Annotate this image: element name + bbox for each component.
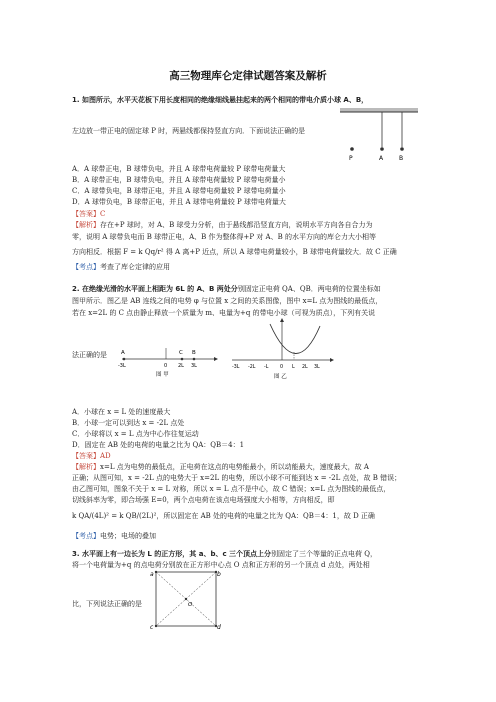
q1-option-b: B．A 球带正电，B 球带负电，并且 A 球带电荷量较 P 球带电荷量小: [72, 176, 286, 184]
q3-stem-line3: 比，下列说法正确的是: [72, 600, 142, 608]
tick-label: L: [292, 365, 295, 370]
ball-b: [400, 147, 404, 151]
q2-stem-line1: 2. 在绝缘光滑的水平面上相距为 6L 的 A、B 两处分别固定正电荷 QA、QB．两电荷的位置坐标如: [72, 285, 381, 293]
q2-analysis-line5: k QA/(4L)² = k QB/(2L)²，所以固定在 AB 处的电荷的电量之比为 QA：QB＝4：1，故 D 正确: [72, 512, 375, 520]
q2-stem-line4: 法正确的是: [72, 351, 107, 359]
ceiling: [340, 108, 418, 112]
label-c: C: [179, 350, 183, 356]
potential-curve: [270, 324, 320, 354]
q2-stem-line3: 若在 x=2L 的 C 点由静止释放一个质量为 m、电量为+q 的带电小球（可视为质点），下列有关说: [72, 309, 376, 317]
point-a: [123, 358, 126, 361]
q1-stem-line2: 左边放一带正电的固定球 P 时，两悬线都保持竖直方向．下面说法正确的是: [72, 127, 306, 135]
tick-label: -L: [264, 365, 269, 370]
label-a: A: [379, 155, 384, 162]
q2-analysis-line1: 【解析】x=L 点为电势的最低点，正电荷在这点的电势能最小，所以动能最大，速度最大，故 A: [72, 463, 369, 471]
q1-stem-line1: 1. 如图所示，水平天花板下用长度相同的绝缘细线悬挂起来的两个相同的带电介质小球 A、B，: [72, 96, 369, 104]
tick-label: -3L: [232, 365, 240, 370]
figure-caption: 图 乙: [274, 374, 287, 380]
q2-figure-right: [230, 318, 334, 380]
q3-square-figure: [150, 568, 222, 630]
arrow-icon: [214, 357, 218, 361]
tick-label: 2L: [178, 363, 184, 369]
q2-stem-line2: 图甲所示．图乙是 AB 连线之间的电势 φ 与位置 x 之间的关系图像，图中 x=L 点为图线的最低点，: [72, 297, 383, 305]
q1-option-a: A．A 球带正电，B 球带负电，并且 A 球带电荷量较 P 球带电荷量大: [72, 165, 286, 173]
label-b: b: [217, 571, 221, 578]
label-b: B: [399, 155, 404, 162]
q1-analysis-line1: 【解析】存在+P 球时，对 A、B 球受力分析，由于悬线都沿竖直方向，说明水平方向各自合力为: [72, 221, 373, 229]
q3-stem-line1: 3. 水平面上有一边长为 L 的正方形，其 a、b、c 三个顶点上分别固定了三个等量的正点电荷 Q，: [72, 550, 378, 558]
label-a: A: [121, 350, 125, 356]
point-b: [193, 358, 196, 361]
q2-figure-left: [118, 333, 218, 377]
tick-label: 3L: [314, 365, 320, 370]
q2-analysis-line4: 切线斜率为零，即合场强 E=0，两个点电荷在该点电场强度大小相等，方向相反，即: [72, 496, 335, 504]
page-title: 高三物理库仑定律试题答案及解析: [169, 70, 327, 82]
q2-point: 【考点】电势；电场的叠加: [72, 532, 156, 540]
tick-label: -3L: [118, 363, 126, 369]
label-d: d: [217, 624, 221, 630]
q1-analysis-line3: 方向相反．根据 F = k Qq/r² 得 A 离+P 近点，所以 A 球带电荷量较小，B 球带电荷量较大．故 C 正确: [72, 248, 397, 256]
tick-label: 3L: [191, 363, 197, 369]
q3-stem-line2: 将一个电荷量为+q 的点电荷分别放在正方形中心点 O 点和正方形的另一个顶点 d 点处，两处相: [72, 561, 370, 569]
tick-label: 2L: [302, 365, 308, 370]
label-b: B: [192, 350, 196, 356]
arrow-icon: [280, 318, 284, 322]
label-a: a: [150, 571, 154, 578]
q2-option-b: B．小球一定可以到达 x = -2L 点处: [72, 419, 185, 427]
tick-label: 0: [280, 365, 284, 370]
figure-caption: 图 甲: [156, 372, 169, 377]
ball-p: [350, 147, 354, 151]
point-c: [181, 358, 184, 361]
q1-option-c: C．A 球带负电，B 球带正电，并且 A 球带电荷量较 P 球带电荷量小: [72, 187, 286, 195]
label-p: P: [349, 155, 353, 162]
q2-option-d: D．固定在 AB 处的电荷的电量之比为 QA：QB＝4：1: [72, 441, 245, 449]
q1-analysis-line2: 零，说明 A 球带负电而 B 球带正电，A、B 作为整体得+P 对 A、B 的水平方向的库仑力大小相等: [72, 233, 376, 241]
q2-analysis-line3: 由乙图可知，图象不关于 x = L 对称，所以 x = L 点不是中心，故 C 错误；x=L 点为图线的最低点，: [72, 485, 391, 493]
ball-a: [380, 147, 384, 151]
q2-analysis-line2: 正确；从图可知，x = -2L 点的电势大于 x=2L 的电势，所以小球不可能到达 x = -2L 点处，故 B 错误；: [72, 474, 402, 482]
q1-answer: 【答案】C: [72, 210, 106, 218]
label-c: c: [150, 624, 154, 630]
tick-label: 0: [164, 363, 168, 369]
label-o: O: [188, 602, 193, 608]
q2-option-a: A．小球在 x = L 处的速度最大: [72, 408, 171, 416]
tick-label: -2L: [248, 365, 256, 370]
q2-answer: 【答案】AD: [72, 452, 111, 460]
arrow-icon: [330, 358, 334, 362]
q1-point: 【考点】考查了库仑定律的应用: [72, 263, 170, 271]
q1-figure: [338, 106, 420, 162]
q2-option-c: C．小球将以 x = L 点为中心作往复运动: [72, 430, 199, 438]
q1-option-d: D．A 球带负电，B 球带正电，并且 A 球带电荷量较 P 球带电荷量大: [72, 198, 286, 206]
